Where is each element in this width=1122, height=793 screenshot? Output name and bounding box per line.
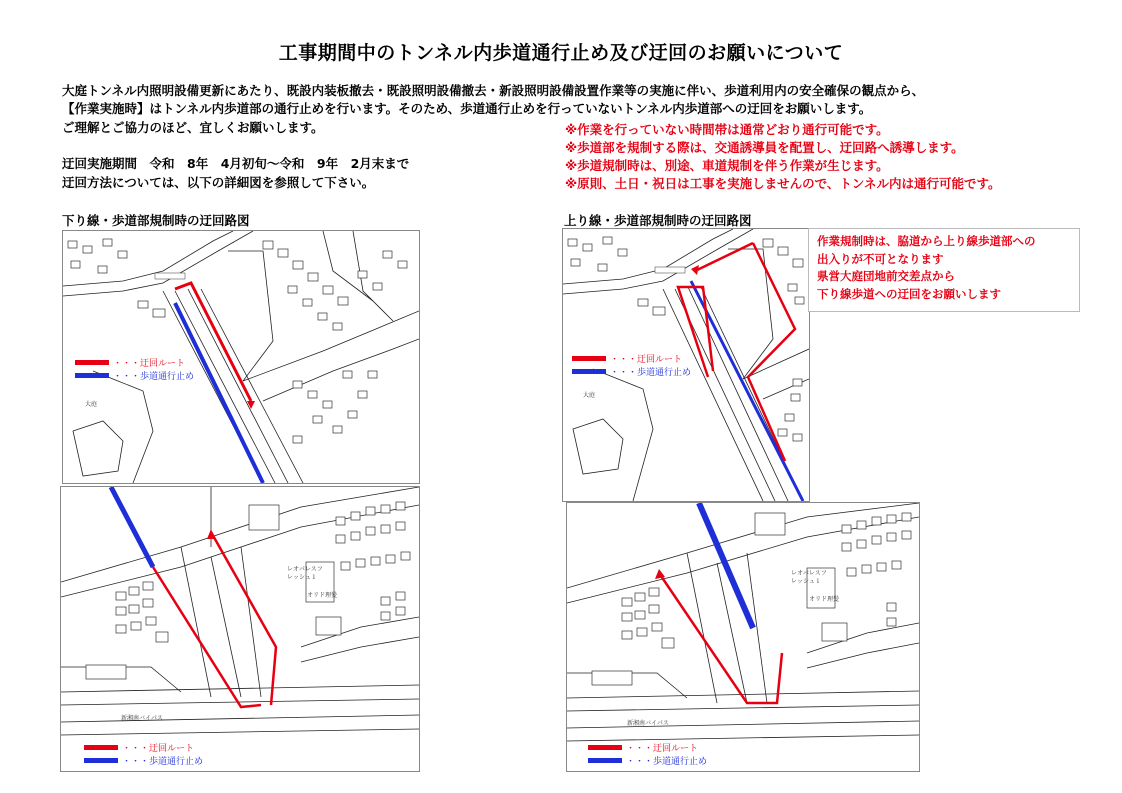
- map-label-bypass: 新湘南バイパス: [627, 720, 669, 727]
- callout-line: 県営大庭団地前交差点から: [817, 269, 955, 283]
- restriction-callout: [808, 228, 1080, 312]
- closed-legend-label: ・・・歩道通行止め: [122, 757, 204, 767]
- callout-line: 出入りが不可となります: [817, 251, 944, 266]
- route-legend-label: ・・・迂回ルート: [626, 744, 699, 754]
- map-up-tunnel-south: [566, 502, 920, 772]
- intro-line-3: ご理解とご協力のほど、宜しくお願いします。: [62, 120, 324, 135]
- closed-legend-label: ・・・歩道通行止め: [610, 368, 692, 378]
- right-section-heading: 上り線・歩道部規制時の迂回路図: [564, 213, 752, 228]
- intro-line-1: 大庭トンネル内照明設備更新にあたり、既設内装板撤去・既設照明設備撤去・新設照明設備設置作業等の実施に伴い、歩道利用内の安全確保の観点から、: [62, 83, 925, 98]
- closed-legend-swatch: [84, 758, 118, 763]
- closed-legend-swatch: [588, 758, 622, 763]
- map-label-store2: レッシュ１: [791, 578, 821, 585]
- note-item: ※作業を行っていない時間帯は通常どおり通行可能です。: [565, 122, 889, 137]
- route-legend-swatch: [84, 745, 118, 750]
- route-legend-label: ・・・迂回ルート: [610, 355, 683, 365]
- closed-legend-label: ・・・歩道通行止め: [626, 757, 708, 767]
- detour-period: 迂回実施期間 令和 8年 4月初旬～令和 9年 2月末まで: [62, 156, 410, 171]
- intro-line-2: 【作業実施時】はトンネル内歩道部の通行止めを行います。そのため、歩道通行止めを行っていないトンネル内歩道部への迂回をお願いします。: [62, 101, 872, 116]
- map-label-place: 大庭: [85, 401, 98, 408]
- route-legend-swatch: [588, 745, 622, 750]
- legend-left-top: [75, 356, 194, 382]
- page-title: 工事期間中のトンネル内歩道通行止め及び迂回のお願いについて: [278, 42, 844, 64]
- legend-right-bottom: [588, 741, 707, 767]
- notes-list: [565, 121, 1001, 193]
- detour-method: 迂回方法については、以下の詳細図を参照して下さい。: [62, 175, 375, 190]
- map-label-store2: レッシュ１: [287, 574, 317, 581]
- map-label-hospital: オリド理髪: [809, 596, 840, 603]
- legend-right-top: [572, 352, 691, 378]
- note-item: ※歩道部を規制する際は、交通誘導員を配置し、迂回路へ誘導します。: [565, 140, 964, 155]
- map-label-store1: レオパレスフ: [287, 566, 323, 573]
- map-label-store1: レオパレスフ: [791, 570, 827, 577]
- route-legend-swatch: [572, 356, 606, 361]
- route-legend-label: ・・・迂回ルート: [122, 744, 195, 754]
- closed-legend-swatch: [75, 373, 109, 378]
- legend-left-bottom: [84, 741, 203, 767]
- callout-line: 作業規制時は、脇道から上り線歩道部への: [817, 234, 1036, 248]
- route-legend-swatch: [75, 360, 109, 365]
- callout-line: 下り線歩道への迂回をお願いします: [817, 286, 1001, 301]
- left-section-heading: 下り線・歩道部規制時の迂回路図: [62, 213, 250, 228]
- map-down-tunnel-south: [60, 486, 420, 772]
- map-label-bypass: 新湘南バイパス: [121, 715, 163, 722]
- route-legend-label: ・・・迂回ルート: [113, 359, 186, 369]
- map-label-place: 大庭: [583, 392, 596, 399]
- closed-legend-label: ・・・歩道通行止め: [113, 372, 195, 382]
- map-label-hospital: オリド理髪: [307, 592, 338, 599]
- note-item: ※原則、土日・祝日は工事を実施しませんので、トンネル内は通行可能です。: [565, 176, 1001, 191]
- closed-legend-swatch: [572, 369, 606, 374]
- note-item: ※歩道規制時は、別途、車道規制を伴う作業が生じます。: [565, 158, 889, 173]
